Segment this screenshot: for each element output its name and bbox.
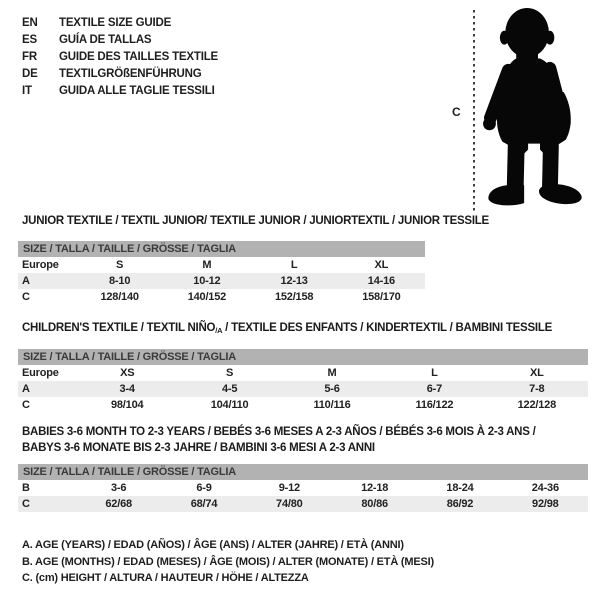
children-title-subscript: /A xyxy=(215,326,223,335)
babies-title-line1: BABIES 3-6 MONTH TO 2-3 YEARS / BEBÉS 3-6 MESES A 2-3 AÑOS / BÉBÉS 3-6 MOIS À 2-3 ANS / xyxy=(22,426,536,438)
babies-title-line2: BABYS 3-6 MONATE BIS 2-3 JAHRE / BAMBINI 3-6 MESI A 2-3 ANNI xyxy=(22,441,375,454)
size-cell: M xyxy=(202,259,212,271)
row-label: Europe xyxy=(22,367,59,379)
table-row-height xyxy=(18,397,588,413)
age-cell: 7-8 xyxy=(529,383,545,395)
height-cell: 74/80 xyxy=(276,498,303,510)
babies-section-title xyxy=(22,425,536,456)
row-label: C xyxy=(22,291,30,303)
language-title: TEXTILE SIZE GUIDE xyxy=(59,17,172,29)
age-cell: 6-9 xyxy=(196,482,212,494)
measure-legend xyxy=(22,537,434,587)
height-cell: 122/128 xyxy=(517,399,557,411)
toddler-silhouette-icon xyxy=(478,5,598,213)
language-row-it xyxy=(22,83,218,100)
size-cell: XS xyxy=(120,367,135,379)
table-row-europe xyxy=(18,365,588,381)
table-row-height xyxy=(18,289,425,305)
language-title: GUIDA ALLE TAGLIE TESSILI xyxy=(59,85,215,97)
age-cell: 8-10 xyxy=(109,275,131,287)
age-cell: 12-13 xyxy=(280,275,308,287)
age-cell: 5-6 xyxy=(324,383,340,395)
age-cell: 4-5 xyxy=(221,383,238,395)
height-measure-dotted-line xyxy=(473,10,475,212)
language-title-list xyxy=(22,15,218,100)
babies-size-table xyxy=(18,464,588,512)
row-label: A xyxy=(22,383,30,395)
language-code: IT xyxy=(22,85,32,97)
size-cell: XL xyxy=(530,367,544,379)
height-cell: 110/116 xyxy=(313,399,351,411)
language-code: DE xyxy=(22,68,38,80)
language-code: FR xyxy=(22,51,37,63)
children-section-title xyxy=(22,321,552,339)
table-row-age xyxy=(18,381,588,397)
age-cell: 10-12 xyxy=(193,275,221,287)
height-cell: 86/92 xyxy=(446,498,474,510)
age-cell: 12-18 xyxy=(361,482,389,494)
age-cell: 3-4 xyxy=(119,383,135,395)
table-header-bar: SIZE / TALLA / TAILLE / GRÖSSE / TAGLIA xyxy=(18,464,588,480)
language-title: TEXTILGRÖßENFÜHRUNG xyxy=(59,68,202,80)
age-cell: 6-7 xyxy=(426,383,443,395)
table-header-bar: SIZE / TALLA / TAILLE / GRÖSSE / TAGLIA xyxy=(18,241,425,257)
height-cell: 104/110 xyxy=(210,399,249,411)
language-code: ES xyxy=(22,34,37,46)
table-row-age xyxy=(18,273,425,289)
height-measure-label: C xyxy=(452,105,461,119)
height-cell: 152/158 xyxy=(274,291,314,303)
size-cell: S xyxy=(226,367,234,379)
language-code: EN xyxy=(22,17,38,29)
size-cell: S xyxy=(116,259,124,271)
row-label: A xyxy=(22,275,30,287)
language-row-en xyxy=(22,15,218,32)
table-row-europe xyxy=(18,257,425,273)
row-label: B xyxy=(22,482,30,494)
age-cell: 9-12 xyxy=(278,482,300,494)
legend-line-b: B. AGE (MONTHS) / EDAD (MESES) / ÂGE (MOIS) / ALTER (MONATE) / ETÀ (MESI) xyxy=(22,555,434,568)
table-row-age-months xyxy=(18,480,588,496)
height-cell: 140/152 xyxy=(187,291,227,303)
children-title-part: / TEXTILE DES ENFANTS / KINDERTEXTIL / BAMBINI TESSILE xyxy=(222,322,553,334)
size-cell: L xyxy=(431,367,438,379)
size-cell: XL xyxy=(374,259,389,271)
language-row-fr xyxy=(22,49,218,66)
legend-line-a: A. AGE (YEARS) / EDAD (AÑOS) / ÂGE (ANS) / ALTER (JAHRE) / ETÀ (ANNI) xyxy=(22,539,404,551)
size-cell: M xyxy=(327,367,337,379)
height-cell: 116/122 xyxy=(415,399,454,411)
children-title-part: CHILDREN'S TEXTILE / TEXTIL NIÑO xyxy=(22,322,216,334)
table-row-height xyxy=(18,496,588,512)
height-cell: 68/74 xyxy=(190,498,218,510)
row-label: Europe xyxy=(22,259,59,271)
height-cell: 128/140 xyxy=(100,291,139,303)
row-label: C xyxy=(22,399,30,411)
language-title: GUIDE DES TAILLES TEXTILE xyxy=(59,51,218,63)
height-cell: 62/68 xyxy=(105,498,132,510)
size-cell: L xyxy=(290,259,298,271)
height-cell: 92/98 xyxy=(532,498,559,510)
language-row-es xyxy=(22,32,218,49)
age-cell: 24-36 xyxy=(531,482,559,494)
row-label: C xyxy=(22,498,30,510)
height-cell: 158/170 xyxy=(362,291,401,303)
age-cell: 14-16 xyxy=(367,275,395,287)
legend-line-c: C. (cm) HEIGHT / ALTURA / HAUTEUR / HÖHE / ALTEZZA xyxy=(22,572,309,584)
junior-section-title: JUNIOR TEXTILE / TEXTIL JUNIOR/ TEXTILE JUNIOR / JUNIORTEXTIL / JUNIOR TESSILE xyxy=(22,215,489,227)
age-cell: 3-6 xyxy=(111,482,127,494)
table-header-bar: SIZE / TALLA / TAILLE / GRÖSSE / TAGLIA xyxy=(18,349,588,365)
height-cell: 80/86 xyxy=(361,498,388,510)
language-row-de xyxy=(22,66,218,83)
junior-size-table xyxy=(18,241,425,305)
age-cell: 18-24 xyxy=(446,482,474,494)
height-cell: 98/104 xyxy=(110,399,144,411)
children-size-table xyxy=(18,349,588,413)
language-title: GUÍA DE TALLAS xyxy=(59,34,152,46)
